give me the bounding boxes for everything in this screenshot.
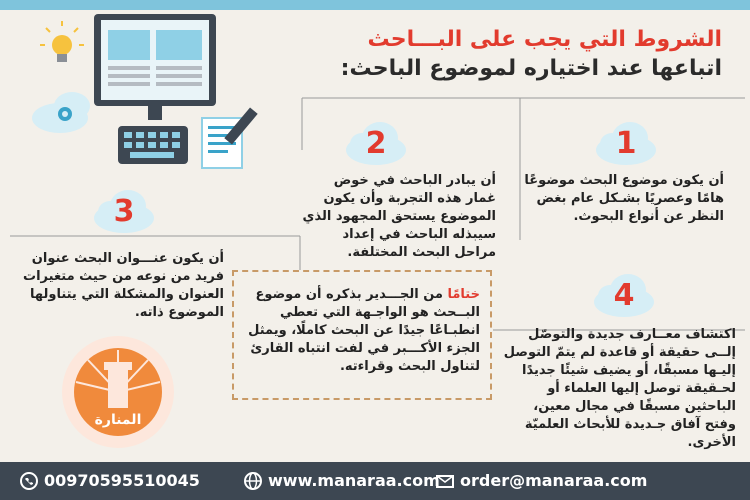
title-line-1: الشروط التي يجب على البـــاحث xyxy=(367,27,722,52)
email-address: order@manaraa.com xyxy=(460,471,648,490)
conclusion-highlight: ختامًا xyxy=(447,287,480,302)
conclusion-text xyxy=(244,286,480,376)
cloud-gear-icon xyxy=(32,92,90,133)
envelope-icon xyxy=(436,472,454,490)
phone-contact[interactable] xyxy=(20,471,200,490)
step-2-number: 2 xyxy=(365,126,387,161)
website-contact[interactable] xyxy=(244,471,440,490)
website-url: www.manaraa.com xyxy=(268,471,440,490)
phone-number: 00970595510045 xyxy=(44,471,200,490)
title-line-2: اتباعها عند اختياره لموضوع الباحث: xyxy=(340,56,722,81)
keyboard-icon xyxy=(118,126,188,164)
step-1-number: 1 xyxy=(615,126,637,161)
step-1-text: أن يكون موضوع البحث موضوعًا هامًا وعصريًا بشـكل عام بغض النظر عن أنواع البحوث. xyxy=(524,173,724,224)
whatsapp-icon xyxy=(20,472,38,490)
logo-text: المنارة xyxy=(94,412,142,428)
step-3-text: أن يكون عنـــوان البحث عنوان فريد من نوعه من حيث متغيرات العنوان والمشكلة التي يتناولها الموضوع ذاته. xyxy=(23,251,224,320)
monitor-icon xyxy=(94,14,216,120)
step-4-number: 4 xyxy=(613,278,635,313)
conclusion-box xyxy=(232,270,492,400)
step-2-text: أن يبادر الباحث في خوض غمار هذه التجربة وأن يكون الموضوع يستحق المجهود الذي سيبذله الباحث في إعداد مراحل البحث المختلفة. xyxy=(302,173,496,260)
lightbulb-icon xyxy=(40,21,84,62)
globe-icon xyxy=(244,472,262,490)
contact-footer xyxy=(0,462,750,500)
email-contact[interactable] xyxy=(436,471,647,490)
page-title xyxy=(302,26,722,84)
conclusion-body: من الجـــدير بذكره أن موضوع البــحث هو الواجـهة التي تعطي انطبـاعًا جيدًا عن البحث كاملًا، ويمثل الجزء الأكـــبر في لفت انتباه القارئ لتناول البحث وقراءته. xyxy=(248,287,480,374)
step-4-text: اكتشاف معــارف جديدة والتوصّل إلــى حقيقة أو قاعدة لم يتمّ التوصل إليـها مسبقًا، أو يضيف شيئًا جديدًا لحـقيقة توصل إليها العلماء أو الباحثين مسبقًا في مجال معين، وفتح آفاق جـديدة للأبحاث العلميّة الأخرى. xyxy=(503,327,736,450)
manaraa-logo-icon xyxy=(58,332,178,452)
step-3-number: 3 xyxy=(113,194,135,229)
